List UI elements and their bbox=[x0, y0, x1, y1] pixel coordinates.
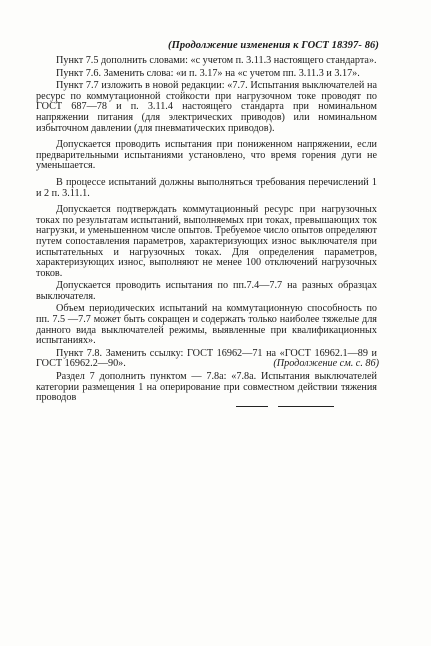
footer-rule-left bbox=[236, 406, 268, 407]
paragraph-switching-life: Допускается подтверждать коммутационный ресурс при нагрузочных токах по результатам испытаний, выполняемых при токах, превышающих ток нагрузки, и уменьшенном числе опытов. Требуемое число опытов определяют путем сопоставления параметров, характеризующих износ выключателя при испытательных и нагрузочных токах. Для определения параметров, характеризующих износ, выполняют не менее 100 отключений нагрузочных токов. bbox=[36, 204, 377, 279]
paragraph-7-5: Пункт 7.5 дополнить словами: «с учетом п. 3.11.3 настоящего стандарта». bbox=[56, 55, 377, 66]
footer-rule-right bbox=[278, 406, 334, 407]
paragraph-requirements: В процессе испытаний должны выполняться требования перечислений 1 и 2 п. 3.11.1. bbox=[36, 176, 377, 199]
paragraph-7-7: Пункт 7.7 изложить в новой редакции: «7.7. Испытания выключателей на ресурс по коммутационной стойкости при нагрузочном токе проводят по ГОСТ 687—78 и п. 3.11.4 настоящего стандарта при номинальном напряжении питания (для электрических приводов) или номинальном избыточном давлении (для пневматических приводов). bbox=[36, 80, 377, 134]
continuation-note: (Продолжение см. с. 86) bbox=[273, 358, 379, 369]
paragraph-7-6: Пункт 7.6. Заменить слова: «и п. 3.17» на «с учетом пп. 3.11.3 и 3.17». bbox=[56, 67, 360, 79]
paragraph-7-8a: Раздел 7 дополнить пунктом — 7.8а: «7.8а. Испытания выключателей категории размещения 1 на оперирование при совместном действии тяжения проводов bbox=[36, 371, 377, 404]
paragraph-reduced-voltage: Допускается проводить испытания при пониженном напряжении, если предварительными испытаниями установлено, что время горения дуги не уменьшается. bbox=[36, 139, 377, 172]
paragraph-7-8: Пункт 7.8. Заменить ссылку: ГОСТ 16962—71 на «ГОСТ 16962.1—89 и ГОСТ 16962.2—90». bbox=[36, 347, 377, 370]
paragraph-periodic-tests: Объем периодических испытаний на коммутационную способность по пп. 7.5 —7.7 может быть сокращен и содержать только наиболее тяжелые для данного вида выключателей режимы, выявленные при квалификационных испытаниях». bbox=[36, 303, 377, 347]
paragraph-different-samples: Допускается проводить испытания по пп.7.4—7.7 на разных образцах выключателя. bbox=[36, 280, 377, 302]
page-header: (Продолжение изменения к ГОСТ 18397- 86) bbox=[168, 40, 379, 51]
document-body bbox=[36, 56, 377, 406]
